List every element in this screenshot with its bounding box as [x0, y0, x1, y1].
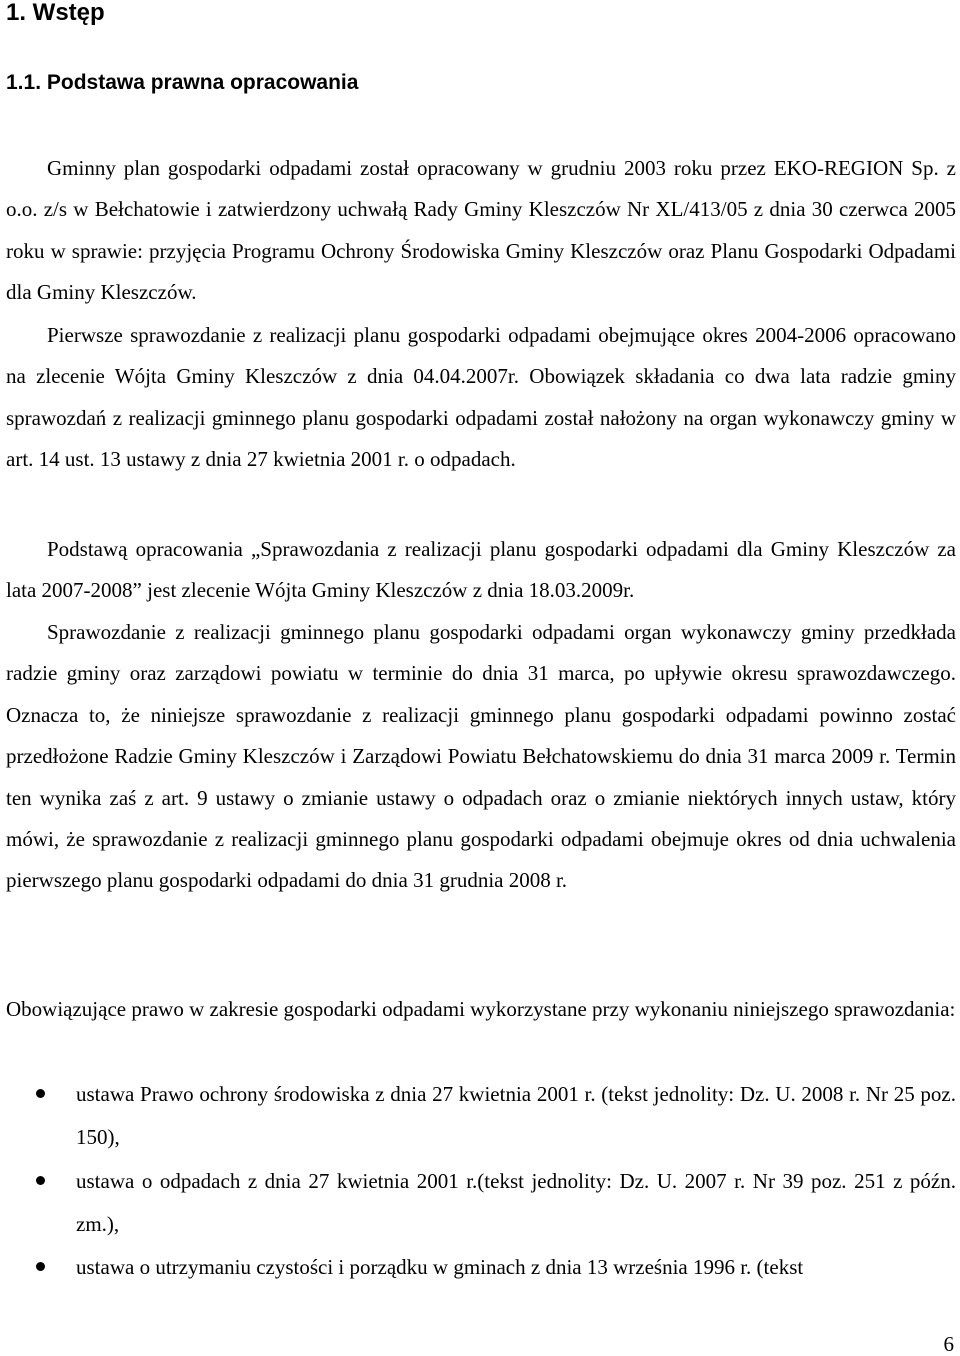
section-heading: 1. Wstęp	[6, 0, 105, 26]
page-number: 6	[943, 1332, 954, 1356]
list-item-text: ustawa Prawo ochrony środowiska z dnia 27 kwietnia 2001 r. (tekst jednolity: Dz. U. 2008 r. Nr 25 poz. 150),	[76, 1082, 956, 1149]
paragraph-plan-history: Gminny plan gospodarki odpadami został opracowany w grudniu 2003 roku przez EKO-REGION Sp. z o.o. z/s w Bełchatowie i zatwierdzony uchwałą Rady Gminy Kleszczów Nr XL/413/05 z dnia 30 czerwca 2005 roku w sprawie: przyjęcia Programu Ochrony Środowiska Gminy Kleszczów oraz Planu Gospodarki Odpadami dla Gminy Kleszczów.	[6, 156, 956, 305]
list-item	[0, 1160, 960, 1246]
paragraph-deadline: Sprawozdanie z realizacji gminnego planu gospodarki odpadami organ wykonawczy gminy przedkłada radzie gminy oraz zarządowi powiatu w terminie do dnia 31 marca, po upływie okresu sprawozdawczego. Oznacza to, że niniejsze sprawozdanie z realizacji gminnego planu gospodarki odpadami powinno zostać przedłożone Radzie Gminy Kleszczów i Zarządowi Powiatu Bełchatowskiemu do dnia 31 marca 2009 r. Termin ten wynika zaś z art. 9 ustawy o zmianie ustawy o odpadach oraz o zmianie niektórych innych ustaw, który mówi, że sprawozdanie z realizacji gminnego planu gospodarki odpadami obejmuje okres od dnia uchwalenia pierwszego planu gospodarki odpadami do dnia 31 grudnia 2008 r.	[6, 620, 956, 893]
paragraph-applicable-law: Obowiązujące prawo w zakresie gospodarki odpadami wykorzystane przy wykonaniu niniejszego sprawozdania:	[6, 997, 956, 1021]
subsection-heading: 1.1. Podstawa prawna opracowania	[6, 71, 359, 94]
bullet-icon	[36, 1176, 45, 1185]
list-item	[0, 1073, 960, 1159]
list-item	[0, 1246, 960, 1289]
paragraph-basis: Podstawą opracowania „Sprawozdania z realizacji planu gospodarki odpadami dla Gminy Kleszczów za lata 2007-2008” jest zlecenie Wójta Gminy Kleszczów z dnia 18.03.2009r.	[6, 537, 956, 603]
paragraph-first-report: Pierwsze sprawozdanie z realizacji planu gospodarki odpadami obejmujące okres 2004-2006 opracowano na zlecenie Wójta Gminy Kleszczów z dnia 04.04.2007r. Obowiązek składania co dwa lata radzie gminy sprawozdań z realizacji gminnego planu gospodarki odpadami został nałożony na organ wykonawczy gminy w art. 14 ust. 13 ustawy z dnia 27 kwietnia 2001 r. o odpadach.	[6, 323, 956, 472]
bullet-icon	[36, 1262, 45, 1271]
law-list	[0, 1073, 960, 1290]
list-item-text: ustawa o odpadach z dnia 27 kwietnia 2001 r.(tekst jednolity: Dz. U. 2007 r. Nr 39 poz. 251 z późn. zm.),	[76, 1168, 956, 1236]
list-item-text: ustawa o utrzymaniu czystości i porządku w gminach z dnia 13 września 1996 r. (tekst	[76, 1255, 804, 1279]
bullet-icon	[36, 1089, 45, 1098]
